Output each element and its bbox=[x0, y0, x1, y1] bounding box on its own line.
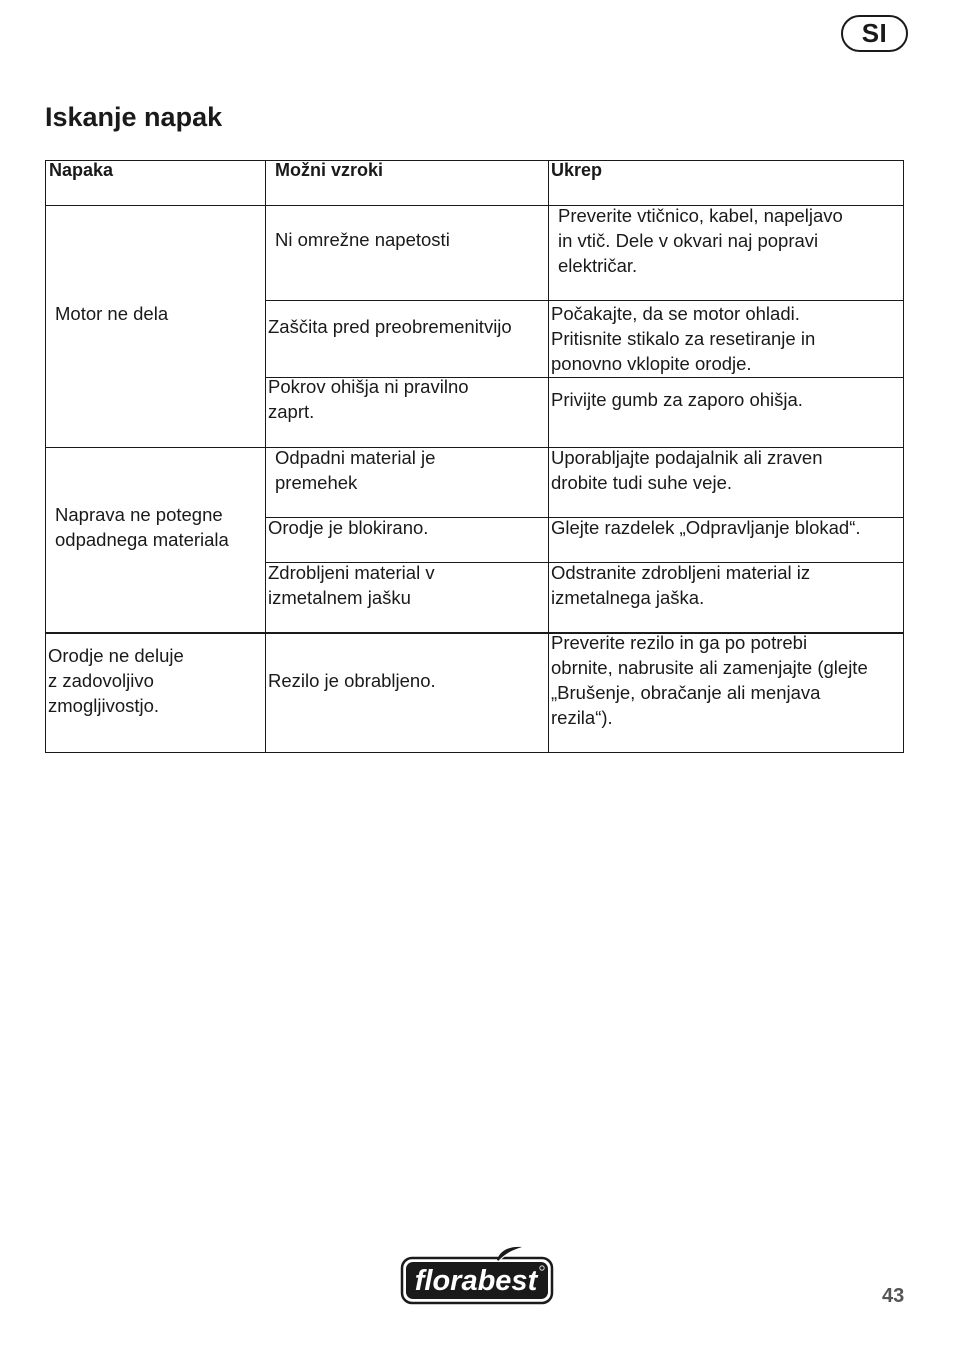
cell-line: Orodje ne deluje bbox=[48, 645, 184, 666]
language-badge: SI bbox=[841, 15, 908, 52]
table-border-top bbox=[45, 160, 904, 161]
cell-line: zmogljivostjo. bbox=[48, 695, 160, 716]
cell-line: Pokrov ohišja ni pravilno bbox=[268, 376, 469, 397]
column-divider bbox=[265, 160, 266, 753]
cell-line: Motor ne dela bbox=[55, 303, 169, 324]
cause-cell bbox=[268, 314, 512, 339]
cell-line: Odpadni material je bbox=[275, 447, 436, 468]
column-header-causes: Možni vzroki bbox=[275, 160, 384, 180]
page-title: Iskanje napak bbox=[45, 102, 223, 132]
cause-cell bbox=[275, 445, 435, 495]
cell-line: obrnite, nabrusite ali zamenjajte (glejte bbox=[551, 657, 868, 678]
column-header-action: Ukrep bbox=[551, 160, 603, 180]
cause-cell bbox=[268, 374, 469, 424]
cell-line: Orodje je blokirano. bbox=[268, 517, 429, 538]
cell-line: Počakajte, da se motor ohladi. bbox=[551, 303, 800, 324]
table-border-bottom bbox=[45, 752, 904, 753]
cell-line: „Brušenje, obračanje ali menjava bbox=[551, 682, 821, 703]
cell-line: Uporabljajte podajalnik ali zraven bbox=[551, 447, 823, 468]
cause-cell bbox=[268, 515, 428, 540]
cell-line: drobite tudi suhe veje. bbox=[551, 472, 733, 493]
cell-line: izmetalnega jaška. bbox=[551, 587, 705, 608]
cell-line: premehek bbox=[275, 472, 358, 493]
cause-cell bbox=[268, 560, 435, 610]
troubleshooting-table bbox=[45, 160, 904, 753]
cell-line: Rezilo je obrabljeno. bbox=[268, 670, 436, 691]
action-cell bbox=[551, 445, 823, 495]
cell-line: Zaščita pred preobremenitvijo bbox=[268, 316, 512, 337]
cell-line: Naprava ne potegne bbox=[55, 504, 223, 525]
cell-line: odpadnega materiala bbox=[55, 529, 229, 550]
cell-line: električar. bbox=[558, 255, 638, 276]
cell-line: Preverite rezilo in ga po potrebi bbox=[551, 632, 808, 653]
fault-cell bbox=[48, 643, 184, 718]
fault-cell bbox=[55, 502, 229, 552]
cell-line: izmetalnem jašku bbox=[268, 587, 411, 608]
cell-line: Pritisnite stikalo za resetiranje in bbox=[551, 328, 816, 349]
action-cell bbox=[551, 560, 810, 610]
action-cell bbox=[551, 301, 815, 376]
svg-text:florabest: florabest bbox=[414, 1265, 538, 1297]
cause-cell bbox=[275, 227, 450, 252]
cell-line: zaprt. bbox=[268, 401, 315, 422]
cell-line: rezila“). bbox=[551, 707, 613, 728]
column-divider bbox=[548, 160, 549, 753]
column-header-fault: Napaka bbox=[49, 160, 114, 180]
cell-line: in vtič. Dele v okvari naj popravi bbox=[558, 230, 819, 251]
fault-cell bbox=[55, 301, 168, 326]
florabest-logo bbox=[400, 1244, 554, 1306]
cell-line: Preverite vtičnico, kabel, napeljavo bbox=[558, 205, 843, 226]
cell-line: ponovno vklopite orodje. bbox=[551, 353, 752, 374]
cell-line: Glejte razdelek „Odpravljanje blokad“. bbox=[551, 517, 861, 538]
cell-line: Ni omrežne napetosti bbox=[275, 229, 450, 250]
action-cell bbox=[551, 515, 861, 540]
page-number: 43 bbox=[882, 1285, 905, 1307]
cell-line: Odstranite zdrobljeni material iz bbox=[551, 562, 811, 583]
action-cell bbox=[558, 203, 843, 278]
cell-line: Zdrobljeni material v bbox=[268, 562, 435, 583]
cause-cell bbox=[268, 668, 436, 693]
action-cell bbox=[551, 387, 803, 412]
cell-line: Privijte gumb za zaporo ohišja. bbox=[551, 389, 803, 410]
action-cell bbox=[551, 630, 868, 730]
table-border-left bbox=[45, 160, 46, 753]
table-border-right bbox=[903, 160, 904, 753]
cell-line: z zadovoljivo bbox=[48, 670, 154, 691]
